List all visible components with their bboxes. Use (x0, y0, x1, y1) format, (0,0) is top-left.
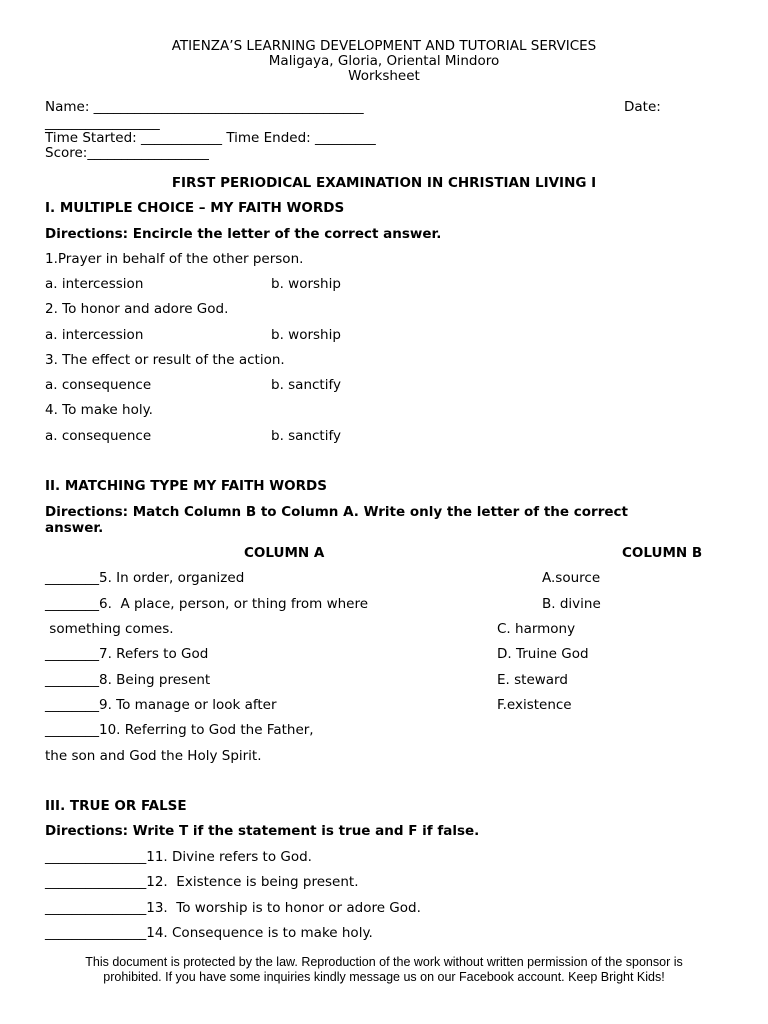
true-false-item: _______________13. To worship is to honor or adore God. (45, 900, 421, 916)
part2-directions-cont: answer. (45, 520, 104, 536)
true-false-item: _______________12. Existence is being present. (45, 874, 359, 890)
org-name: ATIENZA’S LEARNING DEVELOPMENT AND TUTORIAL SERVICES (171, 38, 597, 54)
mc-choice-a: a. consequence (45, 377, 152, 393)
column-b-header: COLUMN B (622, 545, 703, 561)
column-a-header: COLUMN A (244, 545, 325, 561)
org-address: Maligaya, Gloria, Oriental Mindoro (268, 53, 500, 69)
matching-choice: D. Truine God (497, 646, 589, 662)
mc-choice-b: b. sanctify (271, 428, 341, 444)
copyright-notice-cont: prohibited. If you have some inquiries kindly message us on our Facebook account. Keep Bright Kids! (103, 970, 665, 984)
mc-question: 4. To make holy. (45, 402, 153, 418)
part3-heading: III. TRUE OR FALSE (45, 798, 187, 814)
exam-title: FIRST PERIODICAL EXAMINATION IN CHRISTIAN LIVING I (171, 175, 597, 191)
matching-item: ________5. In order, organized (45, 570, 245, 586)
mc-question: 2. To honor and adore God. (45, 301, 229, 317)
mc-question: 1.Prayer in behalf of the other person. (45, 251, 304, 267)
matching-item: ________8. Being present (45, 672, 211, 688)
name-field: Name: ________________________________________ (45, 99, 364, 115)
matching-choice: E. steward (497, 672, 568, 688)
part2-heading: II. MATCHING TYPE MY FAITH WORDS (45, 478, 327, 494)
document-type: Worksheet (348, 68, 420, 84)
mc-choice-a: a. intercession (45, 276, 144, 292)
matching-item-cont: something comes. (45, 621, 174, 637)
date-label: Date: (624, 99, 661, 115)
matching-item: ________10. Referring to God the Father, (45, 722, 314, 738)
time-fields: Time Started: ____________ Time Ended: _________ (45, 130, 376, 146)
date-line: _________________ (45, 115, 160, 131)
true-false-item: _______________11. Divine refers to God. (45, 849, 312, 865)
mc-choice-a: a. intercession (45, 327, 144, 343)
mc-question: 3. The effect or result of the action. (45, 352, 285, 368)
score-field: Score:__________________ (45, 145, 209, 161)
matching-item: ________7. Refers to God (45, 646, 209, 662)
matching-choice: F.existence (497, 697, 572, 713)
matching-item: ________6. A place, person, or thing from where (45, 596, 369, 612)
mc-choice-b: b. worship (271, 276, 341, 292)
mc-choice-a: a. consequence (45, 428, 152, 444)
matching-choice: B. divine (542, 596, 601, 612)
matching-item: ________9. To manage or look after (45, 697, 277, 713)
matching-choice: A.source (542, 570, 601, 586)
copyright-notice: This document is protected by the law. Reproduction of the work without written permission of the sponsor is (85, 955, 683, 969)
matching-choice: C. harmony (497, 621, 576, 637)
part3-directions: Directions: Write T if the statement is true and F if false. (45, 823, 480, 839)
part1-heading: I. MULTIPLE CHOICE – MY FAITH WORDS (45, 200, 345, 216)
part1-directions: Directions: Encircle the letter of the correct answer. (45, 226, 442, 242)
mc-choice-b: b. sanctify (271, 377, 341, 393)
true-false-item: _______________14. Consequence is to make holy. (45, 925, 373, 941)
part2-directions: Directions: Match Column B to Column A. Write only the letter of the correct (45, 504, 628, 520)
mc-choice-b: b. worship (271, 327, 341, 343)
matching-item-cont: the son and God the Holy Spirit. (45, 748, 262, 764)
